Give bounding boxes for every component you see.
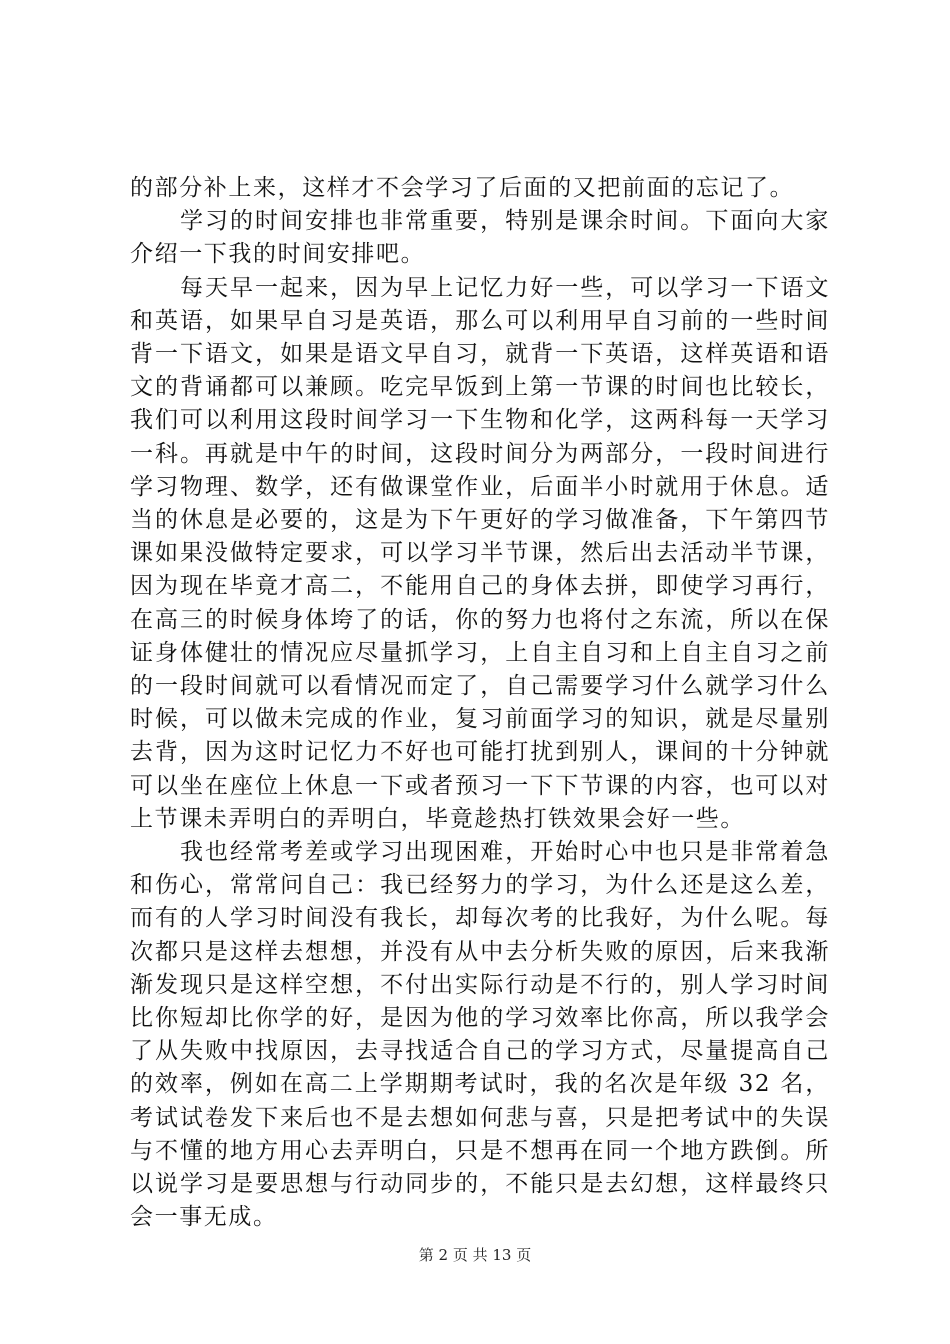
paragraph-3: 每天早一起来，因为早上记忆力好一些，可以学习一下语文和英语，如果早自习是英语，那么可以利用早自习前的一些时间背一下语文，如果是语文早自习，就背一下英语，这样英语和语文的背诵都可以兼顾。吃完早饭到上第一节课的时间也比较长，我们可以利用这段时间学习一下生物和化学，这两科每一天学习一科。再就是中午的时间，这段时间分为两部分，一段时间进行学习物理、数学，还有做课堂作业，后面半小时就用于休息。适当的休息是必要的，这是为下午更好的学习做准备，下午第四节课如果没做特定要求，可以学习半节课，然后出去活动半节课，因为现在毕竟才高二，不能用自己的身体去拼，即使学习再行，在高三的时候身体垮了的话，你的努力也将付之东流，所以在保证身体健壮的情况应尽量抓学习，上自主自习和上自主自习之前的一段时间就可以看情况而定了，自己需要学习什么就学习什么时候，可以做未完成的作业，复习前面学习的知识，就是尽量别去背，因为这时记忆力不好也可能打扰到别人，课间的十分钟就可以坐在座位上休息一下或者预习一下下节课的内容，也可以对上节课未弄明白的弄明白，毕竟趁热打铁效果会好一些。	[130, 274, 830, 832]
paragraph-2: 学习的时间安排也非常重要，特别是课余时间。下面向大家介绍一下我的时间安排吧。	[130, 208, 830, 268]
paragraph-1: 的部分补上来，这样才不会学习了后面的又把前面的忘记了。	[130, 175, 795, 201]
document-body	[130, 172, 830, 1235]
paragraph-4: 我也经常考差或学习出现困难，开始时心中也只是非常着急和伤心，常常问自己：我已经努力的学习，为什么还是这么差，而有的人学习时间没有我长，却每次考的比我好，为什么呢。每次都只是这样去想想，并没有从中去分析失败的原因，后来我渐渐发现只是这样空想，不付出实际行动是不行的，别人学习时间比你短却比你学的好，是因为他的学习效率比你高，所以我学会了从失败中找原因，去寻找适合自己的学习方式，尽量提高自己的效率，例如在高二上学期期考试时，我的名次是年级 32 名，考试试卷发下来后也不是去想如何悲与喜，只是把考试中的失误与不懂的地方用心去弄明白，只是不想再在同一个地方跌倒。所以说学习是要思想与行动同步的，不能只是去幻想，这样最终只会一事无成。	[130, 839, 830, 1231]
page-number-footer: 第 2 页 共 13 页	[418, 1246, 532, 1264]
